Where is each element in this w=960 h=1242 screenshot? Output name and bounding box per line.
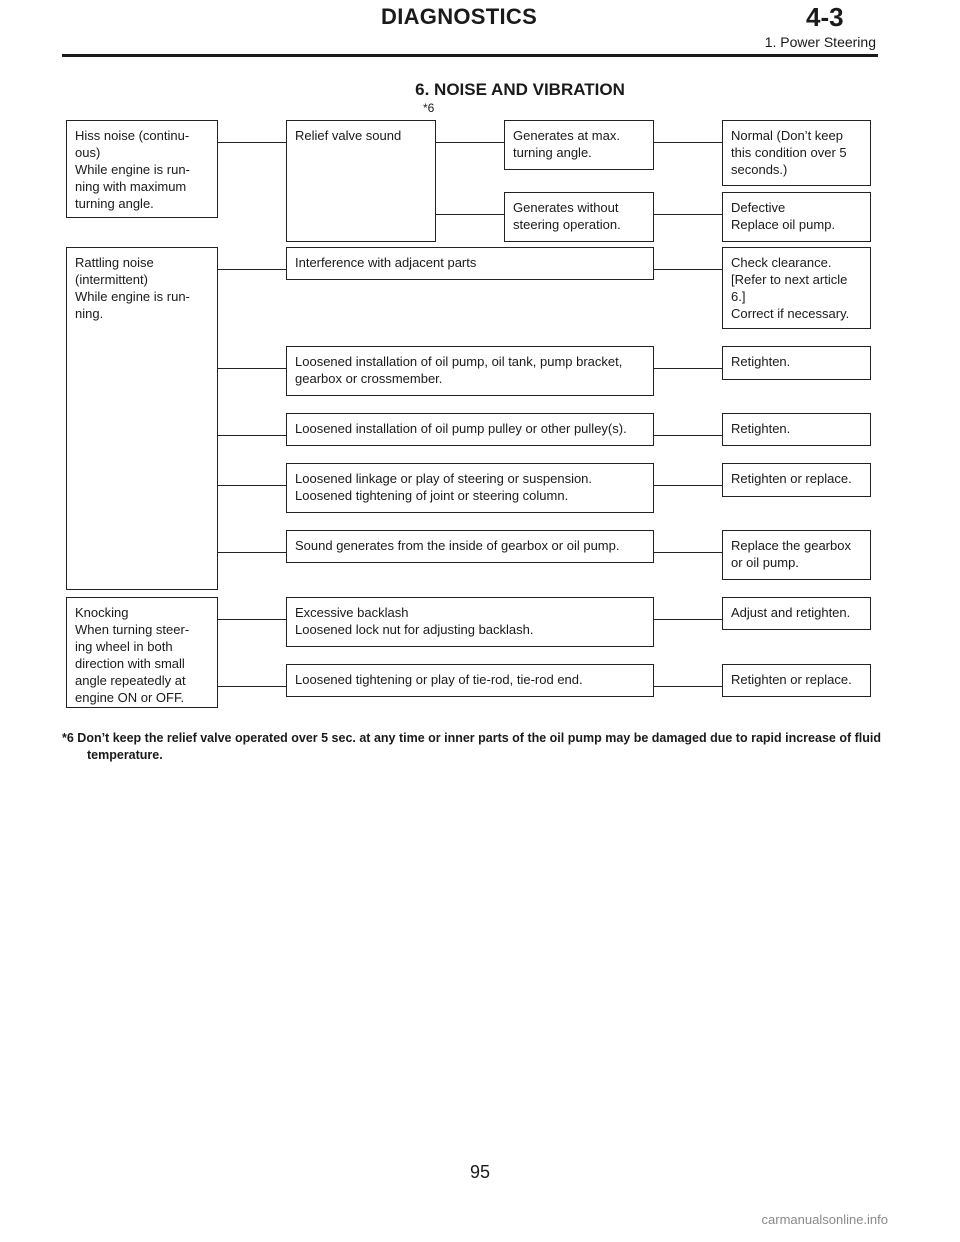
symptom-box-rattling: Rattling noise (intermittent) While engine is run- ning.	[66, 247, 218, 590]
cause-box-relief-valve: Relief valve sound	[286, 120, 436, 242]
cause-box-loose-pump-install: Loosened installation of oil pump, oil tank, pump bracket, gearbox or crossmember.	[286, 346, 654, 396]
connector-line	[218, 269, 286, 270]
remedy-box-adjust-retighten: Adjust and retighten.	[722, 597, 871, 630]
remedy-box-replace-gearbox: Replace the gearbox or oil pump.	[722, 530, 871, 580]
remedy-box-retighten: Retighten.	[722, 413, 871, 446]
remedy-box-check-clearance: Check clearance. [Refer to next article 6.] Correct if necessary.	[722, 247, 871, 329]
connector-line	[654, 435, 722, 436]
connector-line	[654, 686, 722, 687]
connector-line	[654, 485, 722, 486]
cause-box-backlash: Excessive backlash Loosened lock nut for adjusting backlash.	[286, 597, 654, 647]
connector-line	[218, 142, 286, 143]
connector-line	[654, 214, 722, 215]
connector-line	[654, 368, 722, 369]
connector-line	[654, 269, 722, 270]
footnote: *6 Don’t keep the relief valve operated over 5 sec. at any time or inner parts of the oil pump may be damaged due to rapid increase of fluid temperature.	[62, 731, 881, 762]
connector-line	[218, 619, 286, 620]
connector-line	[654, 142, 722, 143]
remedy-box-normal: Normal (Don’t keep this condition over 5 seconds.)	[722, 120, 871, 186]
connector-line	[218, 368, 286, 369]
subsection-title: 1. Power Steering	[764, 34, 876, 50]
remedy-box-retighten-or-replace: Retighten or replace.	[722, 664, 871, 697]
condition-box-no-steering: Generates without steering operation.	[504, 192, 654, 242]
symptom-box-knocking: Knocking When turning steer- ing wheel in both direction with small angle repeatedly at engine ON or OFF.	[66, 597, 218, 708]
watermark: carmanualsonline.info	[761, 1212, 888, 1227]
footnote-reference-mark: *6	[423, 101, 435, 115]
chapter-number: 4-3	[806, 2, 844, 32]
cause-box-tie-rod: Loosened tightening or play of tie-rod, tie-rod end.	[286, 664, 654, 697]
remedy-box-retighten-or-replace: Retighten or replace.	[722, 463, 871, 497]
symptom-box-hiss: Hiss noise (continu- ous) While engine is run- ning with maximum turning angle.	[66, 120, 218, 218]
connector-line	[436, 142, 504, 143]
cause-box-loose-linkage: Loosened linkage or play of steering or suspension. Loosened tightening of joint or steering column.	[286, 463, 654, 513]
connector-line	[436, 214, 504, 215]
connector-line	[218, 485, 286, 486]
cause-box-loose-pulley: Loosened installation of oil pump pulley or other pulley(s).	[286, 413, 654, 446]
header-rule	[62, 54, 878, 57]
connector-line	[218, 435, 286, 436]
section-title: DIAGNOSTICS	[381, 4, 538, 29]
remedy-box-replace-pump: Defective Replace oil pump.	[722, 192, 871, 242]
page-title: 6. NOISE AND VIBRATION	[415, 80, 625, 99]
connector-line	[218, 552, 286, 553]
cause-box-interference: Interference with adjacent parts	[286, 247, 654, 280]
connector-line	[654, 552, 722, 553]
connector-line	[218, 686, 286, 687]
connector-line	[654, 619, 722, 620]
page-number: 95	[469, 1162, 491, 1182]
remedy-box-retighten: Retighten.	[722, 346, 871, 380]
condition-box-max-angle: Generates at max. turning angle.	[504, 120, 654, 170]
cause-box-internal-sound: Sound generates from the inside of gearbox or oil pump.	[286, 530, 654, 563]
